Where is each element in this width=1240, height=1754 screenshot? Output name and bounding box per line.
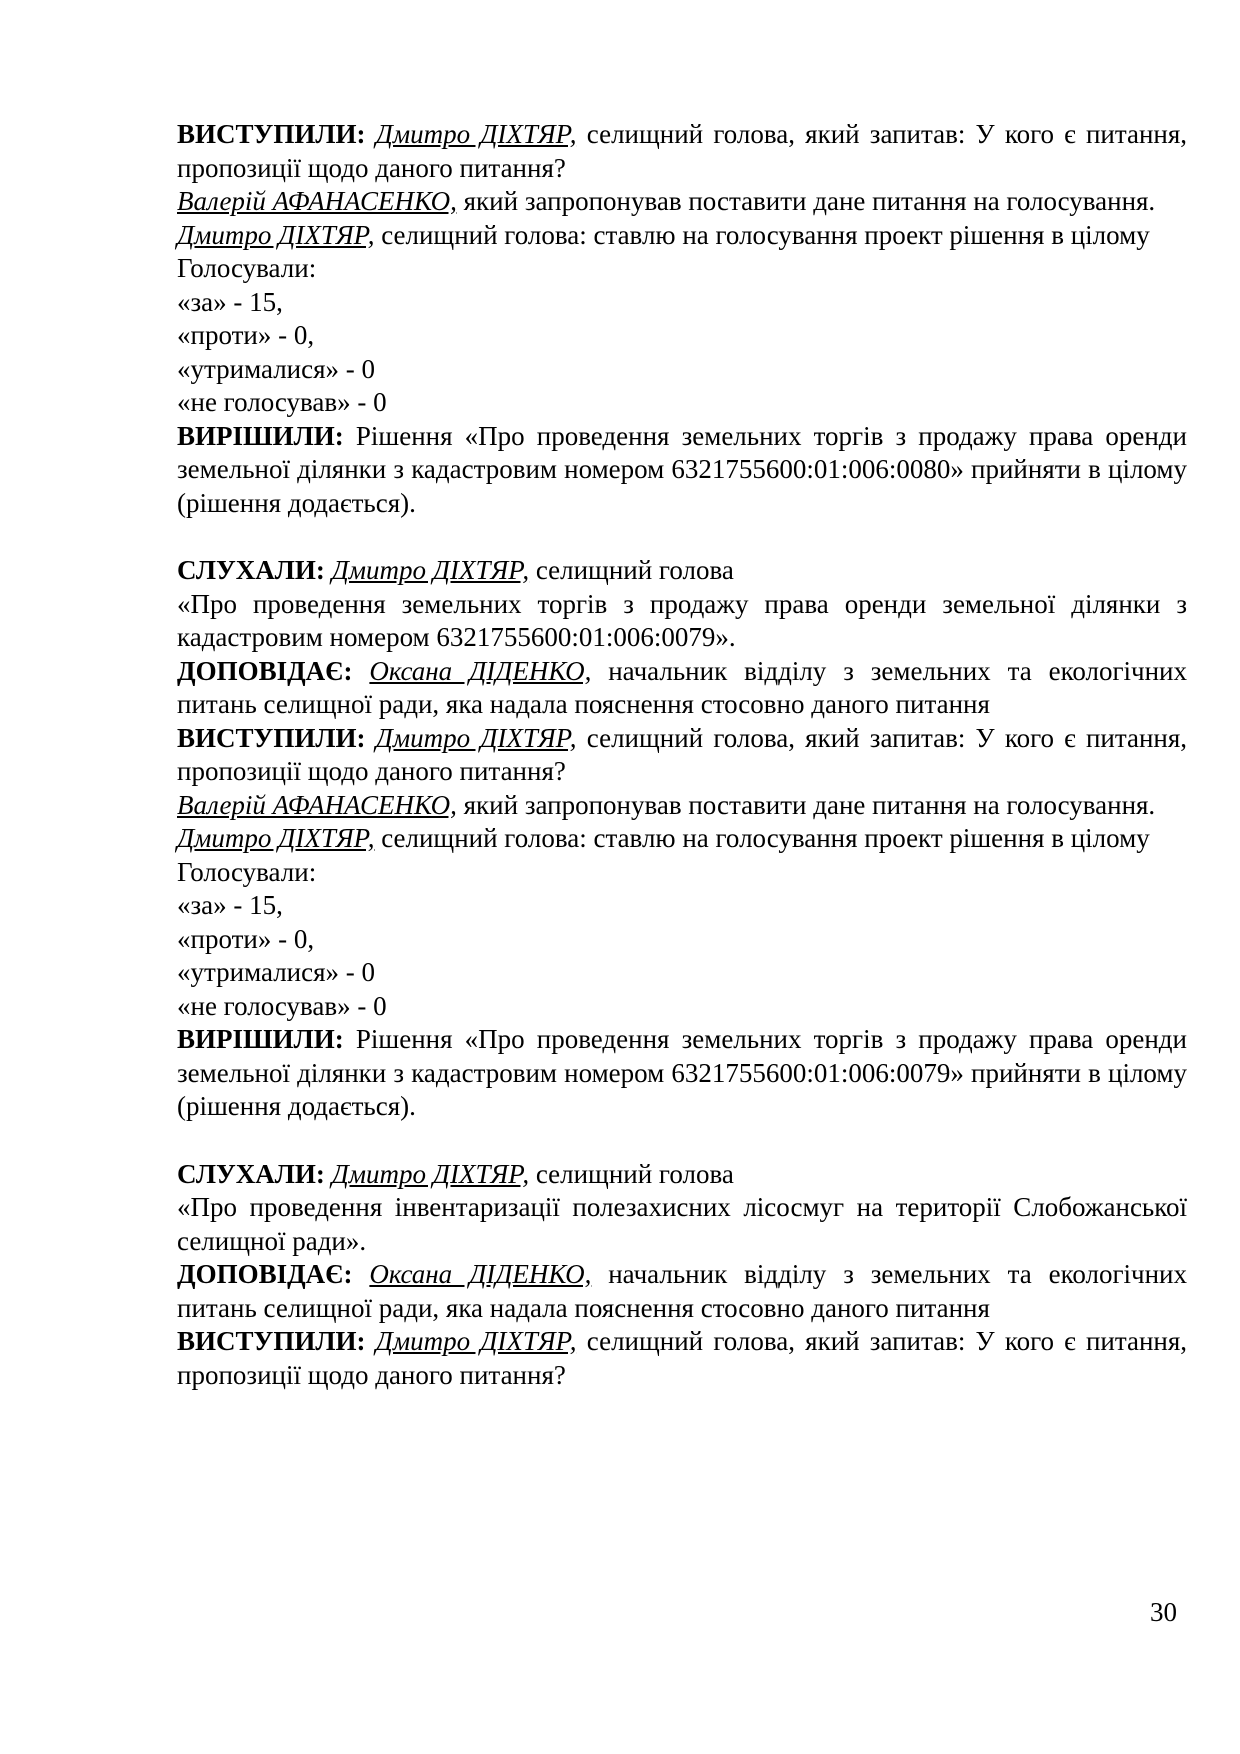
topic-paragraph: «Про проведення земельних торгів з продажу права оренди земельної ділянки з кадастровим номером 6321755600:01:006:0079». — [177, 588, 1187, 652]
speakers-paragraph — [177, 1325, 1187, 1392]
speaker-name: Оксана ДІДЕНКО, — [369, 655, 592, 686]
speaker-name: Дмитро ДІХТЯР, — [375, 1326, 577, 1356]
decision-text: Рішення «Про проведення земельних торгів з продажу права оренди земельної ділянки з кадастровим номером 6321755600:01:006:0080» прийняти в цілому (рішення додається). — [177, 420, 1187, 518]
vote-abstained: «утрималися» - 0 — [177, 353, 376, 384]
vote-for: «за» - 15, — [177, 286, 283, 317]
speaker-name: Дмитро ДІХТЯР, — [331, 555, 530, 585]
proposal-paragraph — [177, 185, 1187, 219]
vote-call-text: селищний голова: ставлю на голосування проект рішення в цілому — [381, 219, 1150, 250]
speaker-name: Валерій АФАНАСЕНКО, — [177, 186, 457, 216]
vote-not-voted: «не голосував» - 0 — [177, 387, 387, 417]
heard-text: селищний голова — [535, 555, 734, 585]
speaker-name: Дмитро ДІХТЯР, — [177, 219, 375, 250]
vystupyly-label: ВИСТУПИЛИ: — [177, 722, 366, 753]
decision-paragraph — [177, 420, 1187, 521]
topic-paragraph: «Про проведення інвентаризації полезахисних лісосмуг на території Слобожанської селищної ради». — [177, 1192, 1187, 1256]
section-gap — [177, 1124, 1187, 1158]
slukhaly-label: СЛУХАЛИ: — [177, 1158, 325, 1189]
speakers-paragraph — [177, 118, 1187, 185]
votes-title: Голосували: — [177, 253, 317, 283]
vyrishyly-label: ВИРІШИЛИ: — [177, 420, 344, 451]
report-text: начальник відділу з земельних та екологічних питань селищної ради, яка надала пояснення стосовно даного питання — [177, 1259, 1187, 1323]
vote-call-paragraph — [177, 219, 1187, 253]
vote-for: «за» - 15, — [177, 890, 283, 920]
speaker-name: Дмитро ДІХТЯР, — [375, 722, 577, 753]
vyrishyly-label: ВИРІШИЛИ: — [177, 1024, 344, 1054]
decision-text: Рішення «Про проведення земельних торгів з продажу права оренди земельної ділянки з кадастровим номером 6321755600:01:006:0079» прийняти в цілому (рішення додається). — [177, 1024, 1187, 1121]
vote-against: «проти» - 0, — [177, 320, 315, 350]
proposal-text: який запропонував поставити дане питання на голосування. — [463, 789, 1156, 820]
section-gap — [177, 520, 1187, 554]
speaker-name: Дмитро ДІХТЯР, — [177, 823, 375, 853]
speakers-paragraph — [177, 722, 1187, 789]
speaker-name: Дмитро ДІХТЯР, — [331, 1158, 530, 1189]
heard-paragraph — [177, 554, 1187, 588]
vote-call-paragraph — [177, 822, 1187, 856]
document-page — [177, 118, 1187, 1392]
vystupyly-label: ВИСТУПИЛИ: — [177, 1326, 366, 1356]
speaker-name: Оксана ДІДЕНКО, — [369, 1259, 592, 1289]
dopovidaie-label: ДОПОВІДАЄ: — [177, 655, 353, 686]
speaker-name: Дмитро ДІХТЯР, — [375, 119, 577, 149]
votes-title: Голосували: — [177, 856, 317, 887]
speaker-text: селищний голова, який запитав: У кого є питання, пропозиції щодо даного питання? — [177, 1326, 1188, 1390]
report-paragraph — [177, 1258, 1187, 1325]
dopovidaie-label: ДОПОВІДАЄ: — [177, 1259, 353, 1289]
speaker-text: селищний голова, який запитав: У кого є питання, пропозиції щодо даного питання? — [177, 722, 1188, 786]
vote-call-text: селищний голова: ставлю на голосування проект рішення в цілому — [381, 823, 1150, 853]
vystupyly-label: ВИСТУПИЛИ: — [177, 119, 366, 149]
page-number: 30 — [1150, 1597, 1177, 1627]
heard-paragraph — [177, 1158, 1187, 1192]
vote-against: «проти» - 0, — [177, 923, 315, 954]
report-text: начальник відділу з земельних та екологічних питань селищної ради, яка надала пояснення стосовно даного питання — [177, 655, 1187, 719]
speaker-text: селищний голова, який запитав: У кого є питання, пропозиції щодо даного питання? — [177, 119, 1188, 183]
proposal-text: який запропонував поставити дане питання на голосування. — [463, 186, 1156, 216]
vote-not-voted: «не голосував» - 0 — [177, 990, 387, 1021]
slukhaly-label: СЛУХАЛИ: — [177, 555, 325, 585]
report-paragraph — [177, 655, 1187, 722]
heard-text: селищний голова — [535, 1158, 734, 1189]
speaker-name: Валерій АФАНАСЕНКО, — [177, 789, 457, 820]
vote-abstained: «утрималися» - 0 — [177, 957, 376, 987]
decision-paragraph — [177, 1023, 1187, 1124]
proposal-paragraph — [177, 789, 1187, 823]
